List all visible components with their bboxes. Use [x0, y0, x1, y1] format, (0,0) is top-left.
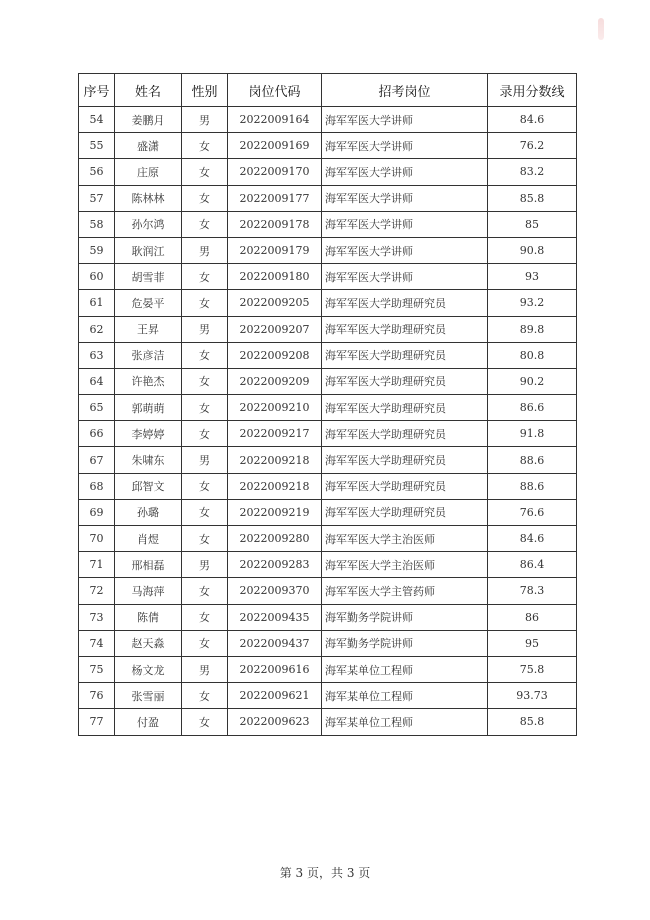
table-row: [79, 656, 577, 682]
table-row: [79, 368, 577, 394]
table-row: [79, 709, 577, 735]
cell-index: 56: [79, 159, 115, 185]
cell-name: 赵天淼: [115, 630, 182, 656]
table-body: [79, 107, 577, 736]
cell-index: 74: [79, 630, 115, 656]
cell-index: 64: [79, 368, 115, 394]
cell-post: 海军军医大学讲师: [322, 264, 488, 290]
cell-score: 83.2: [488, 159, 577, 185]
cell-post: 海军某单位工程师: [322, 683, 488, 709]
cell-post: 海军某单位工程师: [322, 709, 488, 735]
table-row: [79, 604, 577, 630]
cell-name: 许艳杰: [115, 368, 182, 394]
table-row: [79, 107, 577, 133]
cell-score: 88.6: [488, 473, 577, 499]
cell-index: 70: [79, 526, 115, 552]
cell-gender: 女: [182, 499, 228, 525]
table-row: [79, 552, 577, 578]
cell-post-code: 2022009621: [228, 683, 322, 709]
cell-score: 78.3: [488, 578, 577, 604]
cell-post-code: 2022009217: [228, 421, 322, 447]
cell-post-code: 2022009164: [228, 107, 322, 133]
cell-name: 胡雪菲: [115, 264, 182, 290]
cell-post: 海军军医大学助理研究员: [322, 447, 488, 473]
cell-post: 海军军医大学讲师: [322, 211, 488, 237]
table-row: [79, 683, 577, 709]
cell-gender: 女: [182, 342, 228, 368]
cell-score: 90.8: [488, 237, 577, 263]
cell-gender: 男: [182, 447, 228, 473]
cell-post-code: 2022009435: [228, 604, 322, 630]
table-row: [79, 185, 577, 211]
cell-gender: 女: [182, 264, 228, 290]
cell-name: 张彦洁: [115, 342, 182, 368]
cell-index: 57: [79, 185, 115, 211]
cell-post-code: 2022009283: [228, 552, 322, 578]
cell-post-code: 2022009205: [228, 290, 322, 316]
cell-gender: 男: [182, 107, 228, 133]
cell-score: 84.6: [488, 526, 577, 552]
cell-score: 86.4: [488, 552, 577, 578]
cell-post-code: 2022009370: [228, 578, 322, 604]
cell-index: 77: [79, 709, 115, 735]
table-row: [79, 133, 577, 159]
cell-gender: 女: [182, 211, 228, 237]
cell-name: 张雪丽: [115, 683, 182, 709]
cell-post: 海军军医大学讲师: [322, 107, 488, 133]
cell-name: 盛潇: [115, 133, 182, 159]
cell-name: 郭萌萌: [115, 395, 182, 421]
cell-post: 海军军医大学助理研究员: [322, 499, 488, 525]
cell-gender: 女: [182, 473, 228, 499]
cell-score: 91.8: [488, 421, 577, 447]
cell-name: 付盈: [115, 709, 182, 735]
cell-gender: 男: [182, 316, 228, 342]
cell-name: 孙璐: [115, 499, 182, 525]
cell-name: 邱智文: [115, 473, 182, 499]
table-row: [79, 578, 577, 604]
cell-score: 88.6: [488, 447, 577, 473]
cell-post-code: 2022009616: [228, 656, 322, 682]
cell-score: 85.8: [488, 185, 577, 211]
table-row: [79, 264, 577, 290]
cell-post-code: 2022009437: [228, 630, 322, 656]
cell-post: 海军勤务学院讲师: [322, 604, 488, 630]
cell-name: 马海萍: [115, 578, 182, 604]
cell-index: 67: [79, 447, 115, 473]
cell-index: 71: [79, 552, 115, 578]
cell-post: 海军军医大学助理研究员: [322, 290, 488, 316]
cell-index: 66: [79, 421, 115, 447]
cell-name: 朱啸东: [115, 447, 182, 473]
cell-post-code: 2022009179: [228, 237, 322, 263]
cell-index: 58: [79, 211, 115, 237]
cell-post: 海军军医大学助理研究员: [322, 395, 488, 421]
header-name: 姓名: [115, 74, 182, 107]
cell-score: 80.8: [488, 342, 577, 368]
cell-index: 63: [79, 342, 115, 368]
cell-name: 肖煜: [115, 526, 182, 552]
cell-score: 86: [488, 604, 577, 630]
cell-gender: 女: [182, 185, 228, 211]
cell-post-code: 2022009209: [228, 368, 322, 394]
table-row: [79, 342, 577, 368]
cell-post-code: 2022009178: [228, 211, 322, 237]
cell-gender: 男: [182, 237, 228, 263]
cell-gender: 女: [182, 133, 228, 159]
cell-post-code: 2022009208: [228, 342, 322, 368]
cell-index: 68: [79, 473, 115, 499]
cell-index: 59: [79, 237, 115, 263]
cell-gender: 男: [182, 656, 228, 682]
cell-post: 海军军医大学讲师: [322, 237, 488, 263]
table-row: [79, 211, 577, 237]
cell-index: 54: [79, 107, 115, 133]
cell-score: 95: [488, 630, 577, 656]
cell-index: 62: [79, 316, 115, 342]
cell-score: 84.6: [488, 107, 577, 133]
cell-gender: 女: [182, 159, 228, 185]
cell-index: 61: [79, 290, 115, 316]
cell-post: 海军军医大学助理研究员: [322, 473, 488, 499]
cell-score: 93.73: [488, 683, 577, 709]
cell-name: 庄原: [115, 159, 182, 185]
cell-name: 邢相磊: [115, 552, 182, 578]
cell-gender: 女: [182, 709, 228, 735]
cell-post-code: 2022009210: [228, 395, 322, 421]
cell-index: 73: [79, 604, 115, 630]
cell-name: 姜鹏月: [115, 107, 182, 133]
cell-score: 89.8: [488, 316, 577, 342]
table-row: [79, 630, 577, 656]
cell-index: 65: [79, 395, 115, 421]
cell-name: 危晏平: [115, 290, 182, 316]
cell-score: 75.8: [488, 656, 577, 682]
table-row: [79, 237, 577, 263]
cell-score: 90.2: [488, 368, 577, 394]
table-row: [79, 290, 577, 316]
cell-post: 海军军医大学主治医师: [322, 552, 488, 578]
cell-gender: 女: [182, 630, 228, 656]
cell-index: 55: [79, 133, 115, 159]
header-index: 序号: [79, 74, 115, 107]
cell-name: 杨文龙: [115, 656, 182, 682]
cell-name: 陈林林: [115, 185, 182, 211]
cell-post: 海军军医大学助理研究员: [322, 342, 488, 368]
cell-score: 86.6: [488, 395, 577, 421]
cell-gender: 女: [182, 368, 228, 394]
cell-gender: 女: [182, 395, 228, 421]
table-row: [79, 526, 577, 552]
cell-index: 60: [79, 264, 115, 290]
cell-name: 孙尔鸿: [115, 211, 182, 237]
cell-post: 海军勤务学院讲师: [322, 630, 488, 656]
cell-index: 76: [79, 683, 115, 709]
cell-gender: 女: [182, 578, 228, 604]
cell-post-code: 2022009180: [228, 264, 322, 290]
cell-post: 海军某单位工程师: [322, 656, 488, 682]
cell-post-code: 2022009177: [228, 185, 322, 211]
cell-name: 李婷婷: [115, 421, 182, 447]
cell-post: 海军军医大学主治医师: [322, 526, 488, 552]
cell-name: 陈倩: [115, 604, 182, 630]
cell-post-code: 2022009219: [228, 499, 322, 525]
cell-index: 72: [79, 578, 115, 604]
header-gender: 性别: [182, 74, 228, 107]
cell-post-code: 2022009280: [228, 526, 322, 552]
table-row: [79, 499, 577, 525]
cell-index: 75: [79, 656, 115, 682]
admission-score-table: [78, 73, 577, 736]
cell-score: 85.8: [488, 709, 577, 735]
cell-post: 海军军医大学主管药师: [322, 578, 488, 604]
cell-gender: 女: [182, 421, 228, 447]
cell-post: 海军军医大学讲师: [322, 159, 488, 185]
cell-post: 海军军医大学助理研究员: [322, 368, 488, 394]
header-post: 招考岗位: [322, 74, 488, 107]
cell-name: 耿润江: [115, 237, 182, 263]
cell-gender: 女: [182, 290, 228, 316]
margin-mark: [598, 18, 604, 40]
table-row: [79, 159, 577, 185]
table-row: [79, 316, 577, 342]
table-row: [79, 395, 577, 421]
cell-score: 76.6: [488, 499, 577, 525]
header-score: 录用分数线: [488, 74, 577, 107]
cell-score: 85: [488, 211, 577, 237]
cell-post-code: 2022009218: [228, 447, 322, 473]
cell-score: 76.2: [488, 133, 577, 159]
cell-score: 93.2: [488, 290, 577, 316]
cell-post: 海军军医大学助理研究员: [322, 316, 488, 342]
cell-gender: 女: [182, 526, 228, 552]
cell-index: 69: [79, 499, 115, 525]
table-row: [79, 473, 577, 499]
cell-post-code: 2022009170: [228, 159, 322, 185]
table-row: [79, 447, 577, 473]
cell-gender: 男: [182, 552, 228, 578]
cell-post: 海军军医大学助理研究员: [322, 421, 488, 447]
cell-gender: 女: [182, 683, 228, 709]
cell-name: 王昇: [115, 316, 182, 342]
cell-gender: 女: [182, 604, 228, 630]
cell-post-code: 2022009207: [228, 316, 322, 342]
cell-post-code: 2022009623: [228, 709, 322, 735]
cell-post: 海军军医大学讲师: [322, 133, 488, 159]
cell-post-code: 2022009218: [228, 473, 322, 499]
page-footer: 第 3 页，共 3 页: [279, 866, 371, 880]
cell-post: 海军军医大学讲师: [322, 185, 488, 211]
table-header-row: [79, 74, 577, 107]
header-post-code: 岗位代码: [228, 74, 322, 107]
cell-post-code: 2022009169: [228, 133, 322, 159]
table-row: [79, 421, 577, 447]
cell-score: 93: [488, 264, 577, 290]
